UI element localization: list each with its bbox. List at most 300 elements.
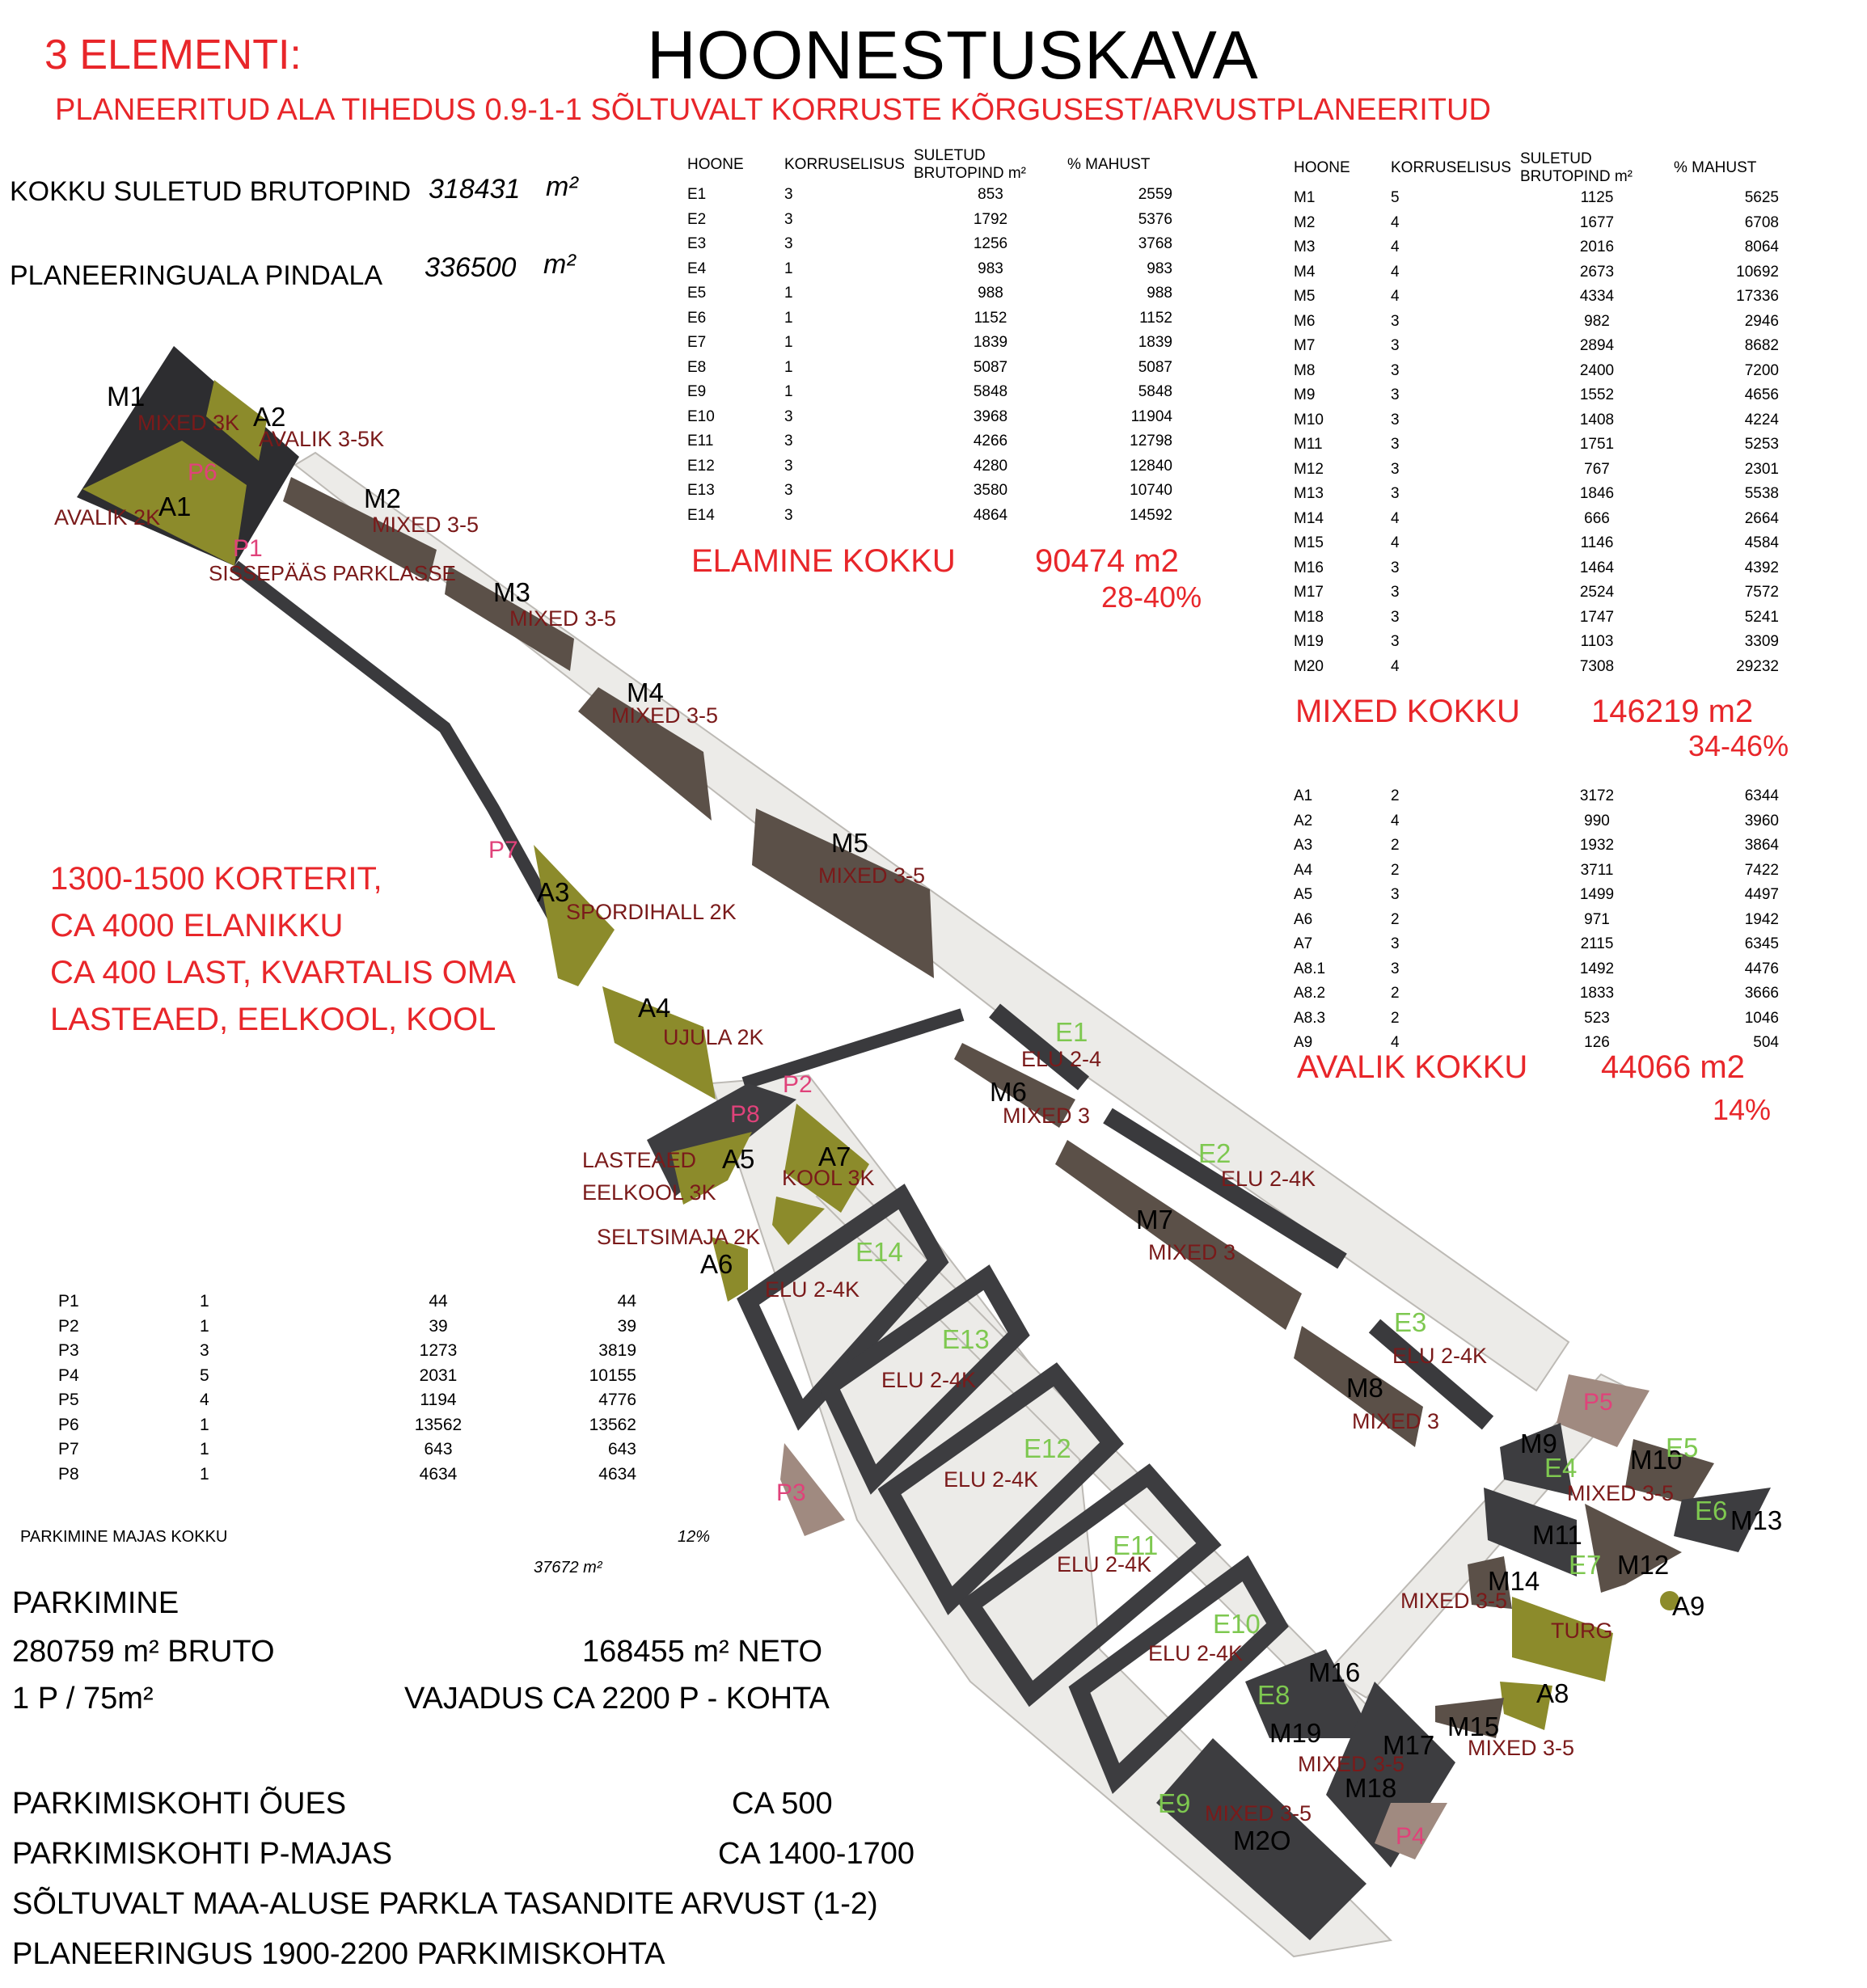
parking-ratio: 1 P / 75m² — [12, 1682, 154, 1716]
table-cell: 5376 — [1138, 210, 1172, 228]
table-cell: M5 — [1294, 288, 1316, 306]
table-cell: 2 — [1391, 787, 1400, 805]
table-cell: 2 — [1391, 1009, 1400, 1027]
table-cell: 988 — [1147, 285, 1172, 302]
table-cell: A8.3 — [1294, 1009, 1326, 1027]
table-cell: 12840 — [1130, 457, 1172, 475]
table-cell: A2 — [1294, 812, 1313, 829]
label-mixed-35-m19: MIXED 3-5 — [1298, 1752, 1405, 1776]
table-cell: P8 — [58, 1464, 79, 1484]
label-p1: P1 — [233, 535, 263, 562]
table-cell: 2894 — [1579, 337, 1615, 355]
parking-total-label: PARKIMINE MAJAS KOKKU — [20, 1528, 228, 1546]
header-hoone: HOONE — [687, 156, 744, 173]
label-p3: P3 — [776, 1479, 806, 1506]
table-cell: 983 — [978, 260, 1003, 277]
table-cell: 3666 — [1744, 985, 1779, 1002]
label-elu-24: ELU 2-4 — [1021, 1047, 1102, 1071]
table-cell: M10 — [1294, 411, 1324, 428]
table-cell: 853 — [978, 186, 1003, 204]
table-cell: 1942 — [1744, 910, 1779, 928]
table-cell: 6708 — [1744, 213, 1779, 231]
label-m17: M17 — [1383, 1730, 1435, 1760]
label-a2: A2 — [253, 402, 286, 432]
table-cell: 983 — [1147, 260, 1172, 277]
label-m2: M2 — [364, 483, 401, 513]
table-cell: 1747 — [1579, 608, 1615, 626]
note-line: 1300-1500 KORTERIT, — [50, 861, 382, 897]
label-elu-24k-e3: ELU 2-4K — [1392, 1344, 1488, 1368]
elamine-total-label: ELAMINE KOKKU — [691, 543, 956, 579]
table-cell: 1152 — [974, 309, 1007, 327]
table-cell: 4224 — [1744, 411, 1779, 428]
table-cell: 1 — [200, 1440, 209, 1459]
table-cell: E8 — [687, 358, 707, 376]
table-cell: 3 — [784, 235, 793, 253]
table-cell: 4584 — [1744, 534, 1779, 552]
table-cell: 990 — [1584, 812, 1610, 829]
total-area-value: 318431 — [429, 174, 521, 205]
label-e3: E3 — [1394, 1307, 1427, 1337]
plan-area-label: PLANEERINGUALA PINDALA — [10, 260, 383, 291]
table-cell: 3 — [784, 407, 793, 425]
table-cell: 2559 — [1138, 186, 1172, 204]
table-cell: 1499 — [1579, 886, 1615, 904]
label-mixed-3-m7: MIXED 3 — [1148, 1240, 1236, 1264]
table-cell: E5 — [687, 285, 707, 302]
table-cell: P4 — [58, 1365, 79, 1385]
label-eelkool: EELKOOL 3K — [582, 1180, 716, 1205]
avalik-percent: 14% — [1713, 1093, 1772, 1126]
table-cell: 4476 — [1744, 960, 1779, 977]
label-sissepaas: SISSEPÄÄS PARKLASSE — [209, 561, 456, 585]
table-cell: 2301 — [1744, 460, 1779, 478]
table-cell: 12798 — [1130, 433, 1172, 450]
elements-label: 3 ELEMENTI: — [44, 32, 302, 78]
header-korruselisus: KORRUSELISUS — [1391, 159, 1511, 176]
label-a9: A9 — [1672, 1591, 1705, 1621]
table-cell: 39 — [617, 1316, 636, 1336]
table-cell: M17 — [1294, 584, 1324, 601]
table-cell: 643 — [424, 1440, 453, 1459]
table-cell: 767 — [1584, 460, 1610, 478]
table-cell: 5848 — [1138, 383, 1172, 401]
table-cell: M9 — [1294, 386, 1316, 404]
table-cell: 3 — [1391, 485, 1400, 503]
table-cell: 4 — [1391, 509, 1400, 527]
table-cell: 1 — [784, 285, 793, 302]
table-cell: 1 — [200, 1292, 209, 1311]
label-e12: E12 — [1024, 1433, 1071, 1463]
table-cell: 5241 — [1744, 608, 1779, 626]
label-turg: TURG — [1551, 1619, 1613, 1643]
table-cell: 4634 — [419, 1464, 458, 1484]
table-cell: 5 — [200, 1365, 209, 1385]
label-mixed-3-m8: MIXED 3 — [1352, 1409, 1440, 1433]
note-line: LASTEAED, EELKOOL, KOOL — [50, 1002, 496, 1037]
table-cell: 5087 — [973, 358, 1008, 376]
table-cell: 14592 — [1130, 506, 1172, 524]
label-m6: M6 — [990, 1077, 1027, 1107]
table-cell: 3 — [1391, 584, 1400, 601]
table-cell: 4864 — [973, 506, 1008, 524]
label-mixed-35-m2: MIXED 3-5 — [372, 513, 479, 537]
table-cell: 13562 — [414, 1415, 463, 1434]
table-cell: P7 — [58, 1440, 79, 1459]
label-mixed-35-m20: MIXED 3-5 — [1205, 1801, 1312, 1825]
table-cell: 1 — [784, 383, 793, 401]
table-cell: 1751 — [1579, 436, 1615, 454]
table-cell: E11 — [687, 433, 714, 450]
label-e14: E14 — [855, 1237, 903, 1267]
table-cell: 10740 — [1130, 482, 1172, 500]
table-cell: 504 — [1753, 1034, 1779, 1052]
table-cell: 2016 — [1579, 238, 1615, 256]
mixed-total-value: 146219 m2 — [1591, 694, 1754, 729]
table-cell: E1 — [687, 186, 707, 204]
table-cell: A6 — [1294, 910, 1313, 928]
label-p5: P5 — [1583, 1389, 1613, 1416]
table-cell: 1256 — [973, 235, 1008, 253]
table-cell: 3 — [784, 506, 793, 524]
table-cell: 1464 — [1579, 559, 1615, 576]
table-cell: 4776 — [598, 1391, 636, 1410]
label-m16: M16 — [1308, 1657, 1361, 1687]
table-cell: 3 — [1391, 608, 1400, 626]
label-e7: E7 — [1569, 1550, 1602, 1580]
plan-area-value: 336500 — [425, 252, 517, 283]
label-kool: KOOL 3K — [782, 1166, 875, 1190]
table-cell: A4 — [1294, 861, 1313, 879]
table-cell: 11904 — [1130, 407, 1172, 425]
label-m8: M8 — [1346, 1373, 1383, 1403]
table-cell: 3309 — [1744, 633, 1779, 651]
label-elu-24k-e2: ELU 2-4K — [1221, 1167, 1316, 1191]
table-cell: 4 — [1391, 288, 1400, 306]
table-cell: 3 — [200, 1341, 209, 1361]
label-e1: E1 — [1055, 1017, 1088, 1047]
label-e13: E13 — [942, 1324, 990, 1354]
table-cell: E9 — [687, 383, 707, 401]
table-cell: 3 — [1391, 960, 1400, 977]
table-cell: 988 — [978, 285, 1003, 302]
label-e6: E6 — [1695, 1496, 1728, 1526]
table-cell: 4 — [1391, 238, 1400, 256]
table-cell: 3 — [1391, 411, 1400, 428]
table-cell: E7 — [687, 334, 707, 352]
table-cell: 1 — [200, 1316, 209, 1336]
label-a7: A7 — [818, 1142, 851, 1171]
label-p7: P7 — [488, 837, 518, 863]
label-m20: M2O — [1233, 1825, 1291, 1855]
parking-total-value: 37672 m² — [534, 1559, 602, 1576]
table-cell: 982 — [1584, 312, 1610, 330]
table-cell: 3711 — [1580, 861, 1614, 879]
table-cell: M8 — [1294, 361, 1316, 379]
label-mixed-35-m10: MIXED 3-5 — [1567, 1481, 1675, 1505]
label-m15: M15 — [1447, 1712, 1500, 1741]
table-cell: 1839 — [1138, 334, 1172, 352]
label-elu-24k-e11: ELU 2-4K — [1057, 1552, 1152, 1576]
table-cell: 1273 — [419, 1341, 458, 1361]
table-cell: 2 — [1391, 985, 1400, 1002]
label-e5: E5 — [1666, 1433, 1699, 1463]
mixed-total-label: MIXED KOKKU — [1295, 694, 1520, 729]
label-m1: M1 — [107, 382, 146, 412]
table-cell: M12 — [1294, 460, 1324, 478]
table-cell: M19 — [1294, 633, 1324, 651]
avalik-total-value: 44066 m2 — [1601, 1049, 1745, 1085]
header-mahust: % MAHUST — [1674, 159, 1757, 176]
table-cell: 4266 — [973, 433, 1008, 450]
label-mixed-3-m6: MIXED 3 — [1003, 1104, 1091, 1128]
elamine-percent: 28-40% — [1101, 580, 1202, 614]
table-cell: 5 — [1391, 189, 1400, 207]
table-cell: 5253 — [1744, 436, 1779, 454]
table-cell: 7572 — [1744, 584, 1779, 601]
table-cell: A8.2 — [1294, 985, 1326, 1002]
table-cell: 1932 — [1579, 837, 1615, 855]
table-cell: E6 — [687, 309, 707, 327]
table-cell: 4334 — [1579, 288, 1615, 306]
label-ujula: UJULA 2K — [663, 1025, 764, 1049]
table-cell: 2673 — [1579, 263, 1615, 281]
avalik-total-label: AVALIK KOKKU — [1297, 1049, 1528, 1085]
table-cell: M6 — [1294, 312, 1316, 330]
parking-garage-label: PARKIMISKOHTI P-MAJAS — [12, 1837, 393, 1871]
table-cell: 2400 — [1579, 361, 1615, 379]
table-cell: E2 — [687, 210, 707, 228]
header-korruselisus: KORRUSELISUS — [784, 156, 905, 173]
table-cell: 1125 — [1580, 189, 1614, 207]
label-spordihall: SPORDIHALL 2K — [566, 900, 737, 924]
table-cell: M20 — [1294, 657, 1324, 675]
parking-need: VAJADUS CA 2200 P - KOHTA — [404, 1682, 830, 1716]
label-elu-24k-e12: ELU 2-4K — [944, 1467, 1039, 1492]
table-cell: 3 — [784, 433, 793, 450]
table-cell: 7422 — [1744, 861, 1779, 879]
page-title: HOONESTUSKAVA — [647, 17, 1259, 93]
table-cell: 1 — [784, 260, 793, 277]
table-cell: 2 — [1391, 861, 1400, 879]
table-cell: 3 — [784, 457, 793, 475]
table-cell: 44 — [429, 1292, 448, 1311]
table-cell: 1 — [784, 309, 793, 327]
table-cell: 1492 — [1579, 960, 1615, 977]
table-cell: 4497 — [1744, 886, 1779, 904]
table-cell: P2 — [58, 1316, 79, 1336]
table-cell: E12 — [687, 457, 715, 475]
table-cell: M14 — [1294, 509, 1324, 527]
label-elu-24k-e10: ELU 2-4K — [1148, 1641, 1244, 1665]
label-p2: P2 — [783, 1071, 813, 1098]
table-cell: 4 — [1391, 657, 1400, 675]
label-m3: M3 — [493, 577, 530, 607]
table-cell: M3 — [1294, 238, 1316, 256]
parking-percent: 12% — [678, 1528, 711, 1546]
table-cell: 1 — [200, 1415, 209, 1434]
table-cell: E4 — [687, 260, 707, 277]
table-cell: 4392 — [1744, 559, 1779, 576]
table-cell: 10155 — [589, 1365, 636, 1385]
table-cell: A9 — [1294, 1034, 1313, 1052]
label-m19: M19 — [1269, 1718, 1322, 1748]
table-cell: 5848 — [973, 383, 1008, 401]
table-cell: 3960 — [1744, 812, 1779, 829]
label-seltsimaja: SELTSIMAJA 2K — [597, 1225, 761, 1249]
table-cell: 2524 — [1579, 584, 1615, 601]
label-m18: M18 — [1345, 1773, 1397, 1803]
label-mixed-35-m3: MIXED 3-5 — [509, 606, 617, 631]
table-cell: 3 — [1391, 559, 1400, 576]
table-cell: A1 — [1294, 787, 1313, 805]
label-a5: A5 — [722, 1144, 755, 1174]
label-p6: P6 — [188, 459, 218, 486]
table-cell: 1194 — [420, 1391, 457, 1410]
table-cell: 126 — [1584, 1034, 1610, 1052]
label-mixed-35-m4: MIXED 3-5 — [611, 703, 719, 728]
label-lasteaed: LASTEAED — [582, 1148, 697, 1172]
table-cell: M7 — [1294, 337, 1316, 355]
table-cell: 523 — [1584, 1009, 1610, 1027]
label-e10: E10 — [1213, 1609, 1261, 1639]
table-cell: M13 — [1294, 485, 1324, 503]
table-cell: 3 — [1391, 361, 1400, 379]
total-area-unit: m² — [546, 171, 578, 202]
table-cell: 3580 — [973, 482, 1008, 500]
label-mixed-3k: MIXED 3K — [137, 411, 240, 435]
table-cell: 4 — [200, 1391, 209, 1410]
table-cell: 4 — [1391, 534, 1400, 552]
table-cell: 8064 — [1744, 238, 1779, 256]
label-mixed-35-m5: MIXED 3-5 — [818, 863, 926, 888]
label-e4: E4 — [1544, 1453, 1578, 1483]
table-cell: 1103 — [1580, 633, 1614, 651]
label-m13: M13 — [1730, 1505, 1783, 1535]
table-cell: 2 — [1391, 910, 1400, 928]
parking-outdoor-label: PARKIMISKOHTI ÕUES — [12, 1787, 347, 1821]
table-cell: M4 — [1294, 263, 1316, 281]
table-cell: 2115 — [1580, 935, 1614, 953]
table-cell: M16 — [1294, 559, 1324, 576]
label-elu-24k-e14: ELU 2-4K — [765, 1277, 860, 1302]
table-cell: 3 — [1391, 935, 1400, 953]
table-cell: 13562 — [589, 1415, 636, 1434]
label-a8: A8 — [1536, 1678, 1569, 1708]
table-cell: 3819 — [598, 1341, 636, 1361]
table-cell: M2 — [1294, 213, 1316, 231]
table-cell: M15 — [1294, 534, 1324, 552]
table-cell: 1146 — [1580, 534, 1614, 552]
label-p4: P4 — [1396, 1823, 1426, 1850]
header-brutopind: SULETUD BRUTOPIND m² — [914, 147, 1026, 182]
table-cell: P5 — [58, 1391, 79, 1410]
table-cell: A8.1 — [1294, 960, 1326, 977]
table-cell: 3 — [1391, 460, 1400, 478]
plan-area-unit: m² — [543, 249, 576, 280]
label-a6: A6 — [700, 1249, 733, 1279]
table-cell: 7200 — [1744, 361, 1779, 379]
table-cell: 5087 — [1138, 358, 1172, 376]
table-cell: 2664 — [1744, 509, 1779, 527]
parking-line3: SÕLTUVALT MAA-ALUSE PARKLA TASANDITE ARVUST (1-2) — [12, 1887, 878, 1921]
table-cell: 1 — [200, 1464, 209, 1484]
table-cell: 643 — [607, 1440, 636, 1459]
label-e11: E11 — [1113, 1530, 1159, 1560]
table-cell: P1 — [58, 1292, 79, 1311]
table-cell: 5538 — [1744, 485, 1779, 503]
label-mixed-35-m14: MIXED 3-5 — [1400, 1589, 1508, 1613]
mixed-percent: 34-46% — [1688, 729, 1789, 762]
table-cell: 3768 — [1138, 235, 1172, 253]
table-cell: 2946 — [1744, 312, 1779, 330]
table-cell: P6 — [58, 1415, 79, 1434]
table-cell: 1 — [784, 358, 793, 376]
header-brutopind: SULETUD BRUTOPIND m² — [1520, 150, 1633, 185]
label-m14: M14 — [1488, 1566, 1540, 1596]
table-cell: 3864 — [1744, 837, 1779, 855]
table-cell: 3 — [784, 482, 793, 500]
table-cell: 10692 — [1736, 263, 1779, 281]
label-a1: A1 — [158, 492, 192, 521]
parking-line4: PLANEERINGUS 1900-2200 PARKIMISKOHTA — [12, 1937, 665, 1971]
table-cell: M11 — [1294, 436, 1323, 454]
table-cell: E13 — [687, 482, 715, 500]
label-m4: M4 — [627, 677, 664, 707]
table-cell: 8682 — [1744, 337, 1779, 355]
table-cell: 4 — [1391, 263, 1400, 281]
label-e9: E9 — [1158, 1788, 1191, 1818]
table-cell: E10 — [687, 407, 715, 425]
table-cell: M1 — [1294, 189, 1316, 207]
table-cell: A7 — [1294, 935, 1313, 953]
label-m5: M5 — [831, 828, 868, 858]
table-cell: 1677 — [1579, 213, 1615, 231]
table-cell: 3 — [1391, 337, 1400, 355]
table-cell: 3 — [1391, 436, 1400, 454]
table-cell: A5 — [1294, 886, 1313, 904]
table-cell: 3968 — [973, 407, 1008, 425]
table-cell: 4 — [1391, 812, 1400, 829]
note-line: CA 4000 ELANIKKU — [50, 908, 344, 943]
table-cell: 4656 — [1744, 386, 1779, 404]
table-cell: 4 — [1391, 1034, 1400, 1052]
table-cell: P3 — [58, 1341, 79, 1361]
table-cell: 3 — [1391, 312, 1400, 330]
table-cell: 3 — [1391, 386, 1400, 404]
table-cell: 17336 — [1736, 288, 1779, 306]
label-m9: M9 — [1520, 1429, 1557, 1458]
header-mahust: % MAHUST — [1067, 156, 1151, 173]
table-cell: 29232 — [1736, 657, 1779, 675]
table-cell: 5625 — [1744, 189, 1779, 207]
label-elu-24k-e13: ELU 2-4K — [881, 1368, 977, 1392]
elamine-total-value: 90474 m2 — [1035, 543, 1179, 579]
table-cell: M18 — [1294, 608, 1324, 626]
table-cell: 1152 — [1139, 309, 1172, 327]
parking-garage-value: CA 1400-1700 — [718, 1837, 914, 1871]
parking-outdoor-value: CA 500 — [732, 1787, 833, 1821]
table-cell: E14 — [687, 506, 715, 524]
total-area-label: KOKKU SULETUD BRUTOPIND — [10, 176, 412, 207]
table-cell: 3 — [784, 210, 793, 228]
label-p8: P8 — [730, 1101, 760, 1128]
table-cell: 1408 — [1579, 411, 1615, 428]
table-cell: 4280 — [973, 457, 1008, 475]
table-cell: E3 — [687, 235, 707, 253]
table-cell: 666 — [1584, 509, 1610, 527]
table-cell: 3 — [1391, 886, 1400, 904]
